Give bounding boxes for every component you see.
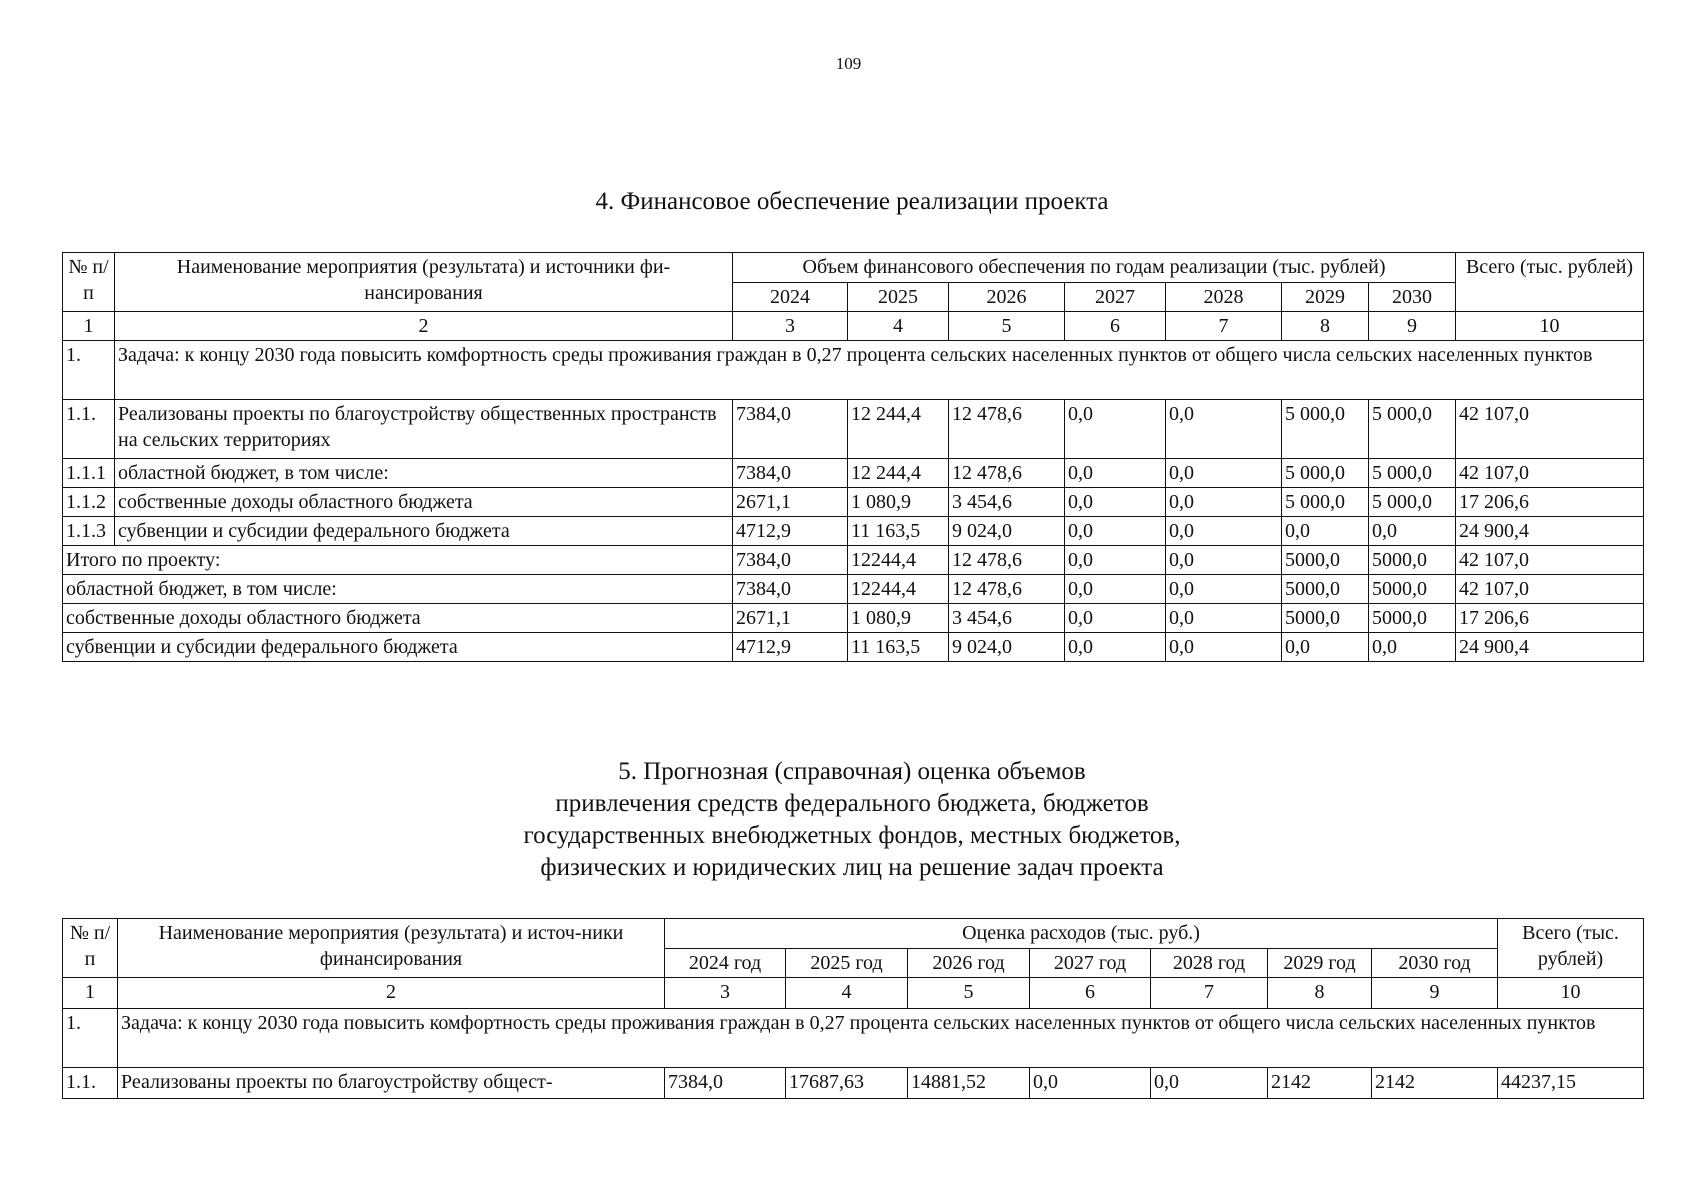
total-value: 0,0 bbox=[1166, 546, 1282, 575]
col-number: 5 bbox=[949, 312, 1065, 341]
row-value: 0,0 bbox=[1166, 488, 1282, 517]
header-volume: Объем финансового обеспечения по годам реализации (тыс. рублей) bbox=[733, 253, 1456, 283]
row-value: 9 024,0 bbox=[949, 517, 1065, 546]
total-name: областной бюджет, в том числе: bbox=[63, 575, 733, 604]
total-value: 7384,0 bbox=[733, 575, 848, 604]
total-value: 1 080,9 bbox=[848, 604, 949, 633]
total-value: 42 107,0 bbox=[1456, 575, 1644, 604]
total-value: 0,0 bbox=[1166, 633, 1282, 662]
row-name: субвенции и субсидии федерального бюджета bbox=[115, 517, 733, 546]
row-num: 1.1.3 bbox=[63, 517, 115, 546]
row-value: 44237,15 bbox=[1498, 1068, 1644, 1099]
header-year: 2025 год bbox=[786, 949, 908, 978]
total-value: 12 478,6 bbox=[949, 575, 1065, 604]
col-number: 8 bbox=[1282, 312, 1369, 341]
total-value: 11 163,5 bbox=[848, 633, 949, 662]
row-value: 2671,1 bbox=[733, 488, 848, 517]
row-value: 3 454,6 bbox=[949, 488, 1065, 517]
total-value: 0,0 bbox=[1282, 633, 1369, 662]
col-number: 7 bbox=[1151, 978, 1268, 1009]
section5-title bbox=[62, 756, 1642, 884]
total-value: 0,0 bbox=[1065, 633, 1166, 662]
col-number: 4 bbox=[786, 978, 908, 1009]
row-value: 0,0 bbox=[1065, 517, 1166, 546]
header-year: 2029 bbox=[1282, 283, 1369, 312]
total-value: 2671,1 bbox=[733, 604, 848, 633]
total-value: 3 454,6 bbox=[949, 604, 1065, 633]
header-year: 2028 год bbox=[1151, 949, 1268, 978]
row-name: собственные доходы областного бюджета bbox=[115, 488, 733, 517]
total-name: субвенции и субсидии федерального бюджета bbox=[63, 633, 733, 662]
total-value: 12244,4 bbox=[848, 575, 949, 604]
col-number: 2 bbox=[118, 978, 665, 1009]
row-value: 12 478,6 bbox=[949, 459, 1065, 488]
col-number: 4 bbox=[848, 312, 949, 341]
row-value: 7384,0 bbox=[665, 1068, 786, 1099]
header-year: 2026 bbox=[949, 283, 1065, 312]
total-value: 5000,0 bbox=[1282, 604, 1369, 633]
row-value: 42 107,0 bbox=[1456, 459, 1644, 488]
row-value: 12 244,4 bbox=[848, 459, 949, 488]
row-value: 7384,0 bbox=[733, 400, 848, 459]
col-number: 3 bbox=[733, 312, 848, 341]
section5-title-line: привлечения средств федерального бюджета, бюджетов bbox=[555, 790, 1149, 817]
total-name: Итого по проекту: bbox=[63, 546, 733, 575]
header-num: № п/п bbox=[63, 253, 115, 312]
total-value: 7384,0 bbox=[733, 546, 848, 575]
total-value: 12244,4 bbox=[848, 546, 949, 575]
row-value: 17687,63 bbox=[786, 1068, 908, 1099]
financing-table bbox=[62, 252, 1644, 662]
header-year: 2030 bbox=[1369, 283, 1456, 312]
forecast-table bbox=[62, 918, 1644, 1099]
total-value: 0,0 bbox=[1065, 604, 1166, 633]
row-value: 5 000,0 bbox=[1282, 459, 1369, 488]
header-year: 2024 bbox=[733, 283, 848, 312]
col-number: 7 bbox=[1166, 312, 1282, 341]
total-value: 42 107,0 bbox=[1456, 546, 1644, 575]
total-value: 0,0 bbox=[1166, 604, 1282, 633]
row-value: 0,0 bbox=[1065, 488, 1166, 517]
row-value: 5 000,0 bbox=[1282, 488, 1369, 517]
row-value: 14881,52 bbox=[908, 1068, 1030, 1099]
total-name: собственные доходы областного бюджета bbox=[63, 604, 733, 633]
task-text: Задача: к концу 2030 года повысить комфортность среды проживания граждан в 0,27 процента сельских населенных пунктов от общего числа сельских населенных пунктов bbox=[118, 1009, 1644, 1068]
row-value: 0,0 bbox=[1282, 517, 1369, 546]
header-num: № п/п bbox=[63, 919, 118, 978]
total-value: 9 024,0 bbox=[949, 633, 1065, 662]
row-value: 0,0 bbox=[1030, 1068, 1151, 1099]
row-value: 0,0 bbox=[1166, 459, 1282, 488]
total-value: 5000,0 bbox=[1282, 575, 1369, 604]
row-value: 0,0 bbox=[1151, 1068, 1268, 1099]
total-value: 5000,0 bbox=[1369, 546, 1456, 575]
page-number: 109 bbox=[835, 54, 862, 73]
row-value: 42 107,0 bbox=[1456, 400, 1644, 459]
header-year: 2028 bbox=[1166, 283, 1282, 312]
row-value: 0,0 bbox=[1065, 459, 1166, 488]
col-number: 10 bbox=[1498, 978, 1644, 1009]
row-value: 4712,9 bbox=[733, 517, 848, 546]
col-number: 9 bbox=[1369, 312, 1456, 341]
col-number: 10 bbox=[1456, 312, 1644, 341]
row-value: 5 000,0 bbox=[1369, 459, 1456, 488]
section5-title-line: государственных внебюджетных фондов, местных бюджетов, bbox=[523, 822, 1181, 849]
section4-title: 4. Финансовое обеспечение реализации проекта bbox=[595, 188, 1109, 215]
task-num: 1. bbox=[63, 1009, 118, 1068]
row-value: 12 244,4 bbox=[848, 400, 949, 459]
row-num: 1.1.1 bbox=[63, 459, 115, 488]
header-year: 2026 год bbox=[908, 949, 1030, 978]
section5-title-line: физических и юридических лиц на решение задач проекта bbox=[540, 854, 1164, 881]
total-value: 4712,9 bbox=[733, 633, 848, 662]
row-num: 1.1. bbox=[63, 1068, 118, 1099]
row-name: областной бюджет, в том числе: bbox=[115, 459, 733, 488]
header-year: 2025 bbox=[848, 283, 949, 312]
col-number: 1 bbox=[63, 978, 118, 1009]
col-number: 1 bbox=[63, 312, 115, 341]
row-name: Реализованы проекты по благоустройству общественных пространств на сельских территориях bbox=[115, 400, 733, 459]
col-number: 8 bbox=[1268, 978, 1372, 1009]
total-value: 0,0 bbox=[1369, 633, 1456, 662]
task-text: Задача: к концу 2030 года повысить комфортность среды проживания граждан в 0,27 процента сельских населенных пунктов от общего числа сельских населенных пунктов bbox=[115, 341, 1644, 400]
header-total: Всего (тыс. рублей) bbox=[1498, 919, 1644, 978]
header-estimate: Оценка расходов (тыс. руб.) bbox=[665, 919, 1498, 949]
row-value: 2142 bbox=[1268, 1068, 1372, 1099]
col-number: 3 bbox=[665, 978, 786, 1009]
row-value: 17 206,6 bbox=[1456, 488, 1644, 517]
row-value: 12 478,6 bbox=[949, 400, 1065, 459]
row-value: 0,0 bbox=[1166, 517, 1282, 546]
total-value: 0,0 bbox=[1065, 575, 1166, 604]
header-year: 2024 год bbox=[665, 949, 786, 978]
total-value: 17 206,6 bbox=[1456, 604, 1644, 633]
header-name: Наименование мероприятия (результата) и источ-ники финансирования bbox=[118, 919, 665, 978]
total-value: 24 900,4 bbox=[1456, 633, 1644, 662]
total-value: 5000,0 bbox=[1282, 546, 1369, 575]
row-value: 24 900,4 bbox=[1456, 517, 1644, 546]
total-value: 0,0 bbox=[1166, 575, 1282, 604]
section5-title-line: 5. Прогнозная (справочная) оценка объемов bbox=[618, 758, 1086, 785]
row-num: 1.1. bbox=[63, 400, 115, 459]
row-value: 0,0 bbox=[1166, 400, 1282, 459]
header-year: 2029 год bbox=[1268, 949, 1372, 978]
col-number: 5 bbox=[908, 978, 1030, 1009]
header-year: 2027 год bbox=[1030, 949, 1151, 978]
header-total: Всего (тыс. рублей) bbox=[1456, 253, 1644, 312]
row-value: 2142 bbox=[1372, 1068, 1498, 1099]
row-value: 5 000,0 bbox=[1282, 400, 1369, 459]
header-year: 2027 bbox=[1065, 283, 1166, 312]
total-value: 12 478,6 bbox=[949, 546, 1065, 575]
col-number: 9 bbox=[1372, 978, 1498, 1009]
row-value: 5 000,0 bbox=[1369, 400, 1456, 459]
col-number: 6 bbox=[1030, 978, 1151, 1009]
row-num: 1.1.2 bbox=[63, 488, 115, 517]
task-num: 1. bbox=[63, 341, 115, 400]
row-value: 7384,0 bbox=[733, 459, 848, 488]
col-number: 6 bbox=[1065, 312, 1166, 341]
col-number: 2 bbox=[115, 312, 733, 341]
header-year: 2030 год bbox=[1372, 949, 1498, 978]
row-value: 0,0 bbox=[1065, 400, 1166, 459]
header-name: Наименование мероприятия (результата) и источники фи-нансирования bbox=[115, 253, 733, 312]
total-value: 0,0 bbox=[1065, 546, 1166, 575]
total-value: 5000,0 bbox=[1369, 604, 1456, 633]
row-value: 5 000,0 bbox=[1369, 488, 1456, 517]
row-value: 1 080,9 bbox=[848, 488, 949, 517]
row-value: 0,0 bbox=[1369, 517, 1456, 546]
row-name: Реализованы проекты по благоустройству общест- bbox=[118, 1068, 665, 1099]
total-value: 5000,0 bbox=[1369, 575, 1456, 604]
row-value: 11 163,5 bbox=[848, 517, 949, 546]
